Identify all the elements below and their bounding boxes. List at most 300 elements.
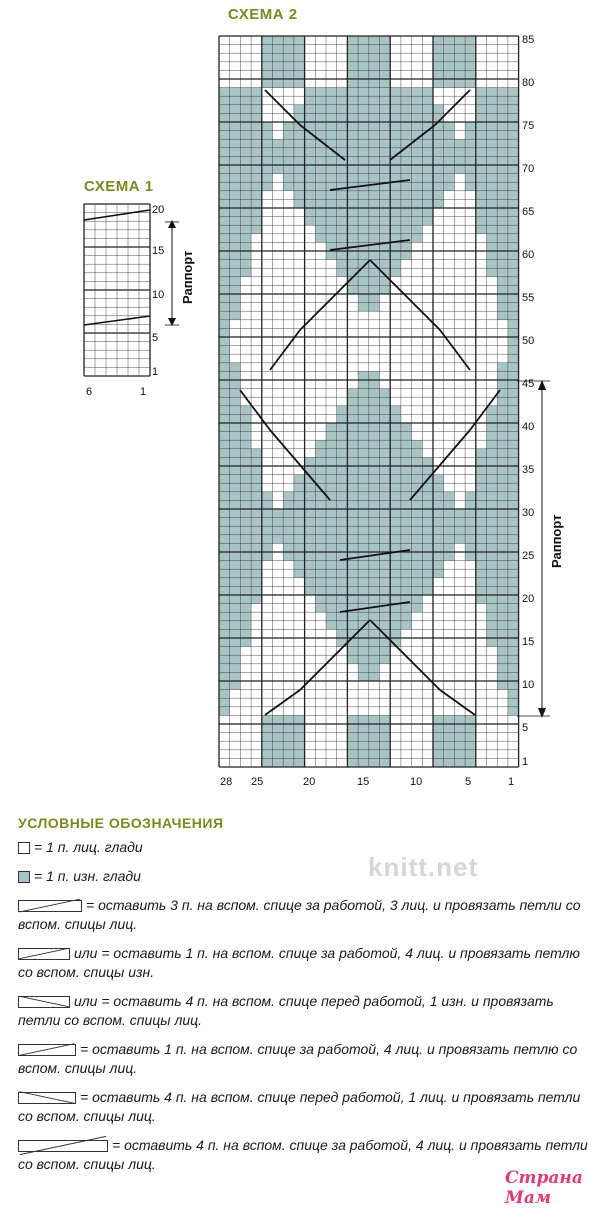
purl-cell	[369, 664, 380, 673]
purl-cell	[369, 414, 380, 423]
purl-cell	[230, 174, 241, 183]
purl-cell	[326, 535, 337, 544]
purl-cell	[283, 148, 294, 157]
purl-cell	[380, 165, 391, 174]
purl-cell	[508, 234, 519, 243]
purl-cell	[380, 225, 391, 234]
purl-cell	[347, 741, 358, 750]
purl-cell	[422, 526, 433, 535]
schema2-row-label: 65	[522, 206, 535, 218]
purl-cell	[380, 724, 391, 733]
purl-cell	[337, 165, 348, 174]
purl-cell	[369, 457, 380, 466]
purl-cell	[390, 242, 401, 251]
purl-cell	[487, 509, 498, 518]
purl-cell	[390, 586, 401, 595]
purl-cell	[358, 303, 369, 312]
purl-cell	[358, 750, 369, 759]
purl-cell	[369, 36, 380, 45]
purl-cell	[422, 535, 433, 544]
purl-cell	[380, 647, 391, 656]
purl-cell	[347, 612, 358, 621]
cable-1x4-knit-symbol-icon	[18, 1044, 76, 1056]
purl-cell	[444, 70, 455, 79]
purl-cell	[294, 139, 305, 148]
purl-cell	[401, 182, 412, 191]
purl-cell	[369, 612, 380, 621]
purl-cell	[230, 217, 241, 226]
purl-cell	[380, 251, 391, 260]
purl-cell	[497, 492, 508, 501]
purl-cell	[433, 535, 444, 544]
purl-cell	[240, 242, 251, 251]
purl-cell	[294, 741, 305, 750]
purl-cell	[369, 509, 380, 518]
purl-cell	[444, 174, 455, 183]
purl-cell	[422, 113, 433, 122]
schema2-row-label: 70	[522, 163, 535, 175]
purl-cell	[497, 457, 508, 466]
purl-cell	[326, 440, 337, 449]
purl-cell	[230, 182, 241, 191]
purl-cell	[508, 354, 519, 363]
purl-cell	[380, 88, 391, 97]
purl-cell	[369, 733, 380, 742]
purl-cell	[380, 561, 391, 570]
purl-cell	[422, 199, 433, 208]
purl-cell	[444, 750, 455, 759]
purl-cell	[508, 647, 519, 656]
purl-cell	[358, 131, 369, 140]
purl-cell	[326, 466, 337, 475]
purl-cell	[465, 131, 476, 140]
purl-cell	[390, 414, 401, 423]
purl-cell	[219, 690, 230, 699]
purl-cell	[230, 88, 241, 97]
purl-cell	[219, 647, 230, 656]
purl-cell	[347, 518, 358, 527]
purl-cell	[465, 156, 476, 165]
purl-cell	[380, 733, 391, 742]
purl-cell	[412, 191, 423, 200]
purl-cell	[294, 45, 305, 54]
schema2-row-label: 60	[522, 249, 535, 261]
purl-cell	[294, 131, 305, 140]
purl-cell	[230, 122, 241, 131]
purl-cell	[315, 500, 326, 509]
purl-cell	[497, 518, 508, 527]
purl-cell	[315, 440, 326, 449]
purl-cell	[487, 225, 498, 234]
purl-cell	[240, 526, 251, 535]
purl-cell	[283, 492, 294, 501]
purl-cell	[262, 758, 273, 767]
purl-cell	[508, 311, 519, 320]
purl-cell	[487, 148, 498, 157]
legend-item-purl: = 1 п. изн. глади	[18, 867, 598, 886]
purl-cell	[315, 457, 326, 466]
purl-cell	[487, 88, 498, 97]
purl-cell	[465, 509, 476, 518]
purl-cell	[497, 285, 508, 294]
purl-cell	[219, 423, 230, 432]
purl-cell	[240, 113, 251, 122]
purl-cell	[380, 715, 391, 724]
purl-cell	[262, 122, 273, 131]
purl-cell	[369, 449, 380, 458]
purl-cell	[240, 208, 251, 217]
purl-cell	[240, 604, 251, 613]
purl-cell	[390, 569, 401, 578]
purl-cell	[487, 604, 498, 613]
purl-cell	[347, 475, 358, 484]
purl-cell	[347, 79, 358, 88]
schema1-row-1: 1	[152, 366, 159, 378]
purl-cell	[508, 337, 519, 346]
purl-cell	[283, 70, 294, 79]
purl-cell	[337, 423, 348, 432]
purl-cell	[476, 449, 487, 458]
purl-cell	[380, 156, 391, 165]
purl-cell	[240, 268, 251, 277]
purl-cell	[219, 294, 230, 303]
purl-cell	[497, 191, 508, 200]
purl-cell	[390, 122, 401, 131]
purl-cell	[315, 217, 326, 226]
purl-cell	[273, 36, 284, 45]
purl-cell	[305, 526, 316, 535]
purl-cell	[337, 105, 348, 114]
purl-cell	[251, 475, 262, 484]
purl-cell	[497, 664, 508, 673]
purl-cell	[412, 208, 423, 217]
purl-cell	[230, 311, 241, 320]
purl-cell	[422, 156, 433, 165]
purl-cell	[358, 449, 369, 458]
purl-cell	[476, 466, 487, 475]
purl-cell	[337, 466, 348, 475]
purl-cell	[305, 561, 316, 570]
purl-cell	[412, 148, 423, 157]
purl-cell	[508, 277, 519, 286]
purl-cell	[508, 363, 519, 372]
schema2-row-label: 45	[522, 378, 535, 390]
purl-cell	[487, 165, 498, 174]
purl-cell	[230, 380, 241, 389]
purl-cell	[347, 414, 358, 423]
purl-cell	[508, 380, 519, 389]
purl-cell	[337, 595, 348, 604]
purl-cell	[497, 543, 508, 552]
purl-cell	[230, 414, 241, 423]
purl-cell	[294, 70, 305, 79]
purl-cell	[465, 526, 476, 535]
purl-cell	[369, 79, 380, 88]
schema2-col-1: 1	[508, 776, 515, 788]
purl-cell	[230, 156, 241, 165]
purl-cell	[219, 535, 230, 544]
purl-cell	[433, 36, 444, 45]
purl-cell	[347, 156, 358, 165]
purl-cell	[380, 122, 391, 131]
purl-cell	[326, 612, 337, 621]
purl-cell	[422, 88, 433, 97]
purl-cell	[358, 139, 369, 148]
purl-cell	[369, 483, 380, 492]
schema2-col-25: 25	[251, 776, 264, 788]
purl-cell	[251, 518, 262, 527]
purl-cell	[305, 500, 316, 509]
purl-cell	[487, 586, 498, 595]
purl-cell	[433, 105, 444, 114]
purl-cell	[444, 131, 455, 140]
purl-cell	[230, 165, 241, 174]
cable-1x4-purl-symbol-icon	[18, 948, 70, 960]
purl-cell	[422, 509, 433, 518]
purl-cell	[369, 156, 380, 165]
purl-cell	[219, 320, 230, 329]
purl-cell	[294, 165, 305, 174]
purl-cell	[412, 234, 423, 243]
purl-cell	[390, 466, 401, 475]
purl-cell	[283, 543, 294, 552]
purl-cell	[219, 389, 230, 398]
purl-cell	[369, 432, 380, 441]
purl-cell	[347, 715, 358, 724]
purl-cell	[358, 36, 369, 45]
purl-cell	[326, 569, 337, 578]
purl-cell	[337, 526, 348, 535]
purl-cell	[401, 526, 412, 535]
purl-cell	[454, 758, 465, 767]
purl-cell	[476, 113, 487, 122]
purl-cell	[315, 165, 326, 174]
purl-cell	[251, 113, 262, 122]
purl-cell	[294, 475, 305, 484]
purl-cell	[358, 380, 369, 389]
purl-cell	[433, 741, 444, 750]
purl-cell	[326, 113, 337, 122]
purl-cell	[380, 432, 391, 441]
schema2-row-label: 40	[522, 421, 535, 433]
purl-cell	[358, 733, 369, 742]
purl-cell	[358, 724, 369, 733]
purl-cell	[401, 569, 412, 578]
purl-cell	[251, 174, 262, 183]
purl-cell	[315, 88, 326, 97]
purl-cell	[465, 139, 476, 148]
purl-cell	[219, 260, 230, 269]
purl-cell	[251, 543, 262, 552]
purl-cell	[508, 191, 519, 200]
purl-cell	[487, 105, 498, 114]
purl-cell	[497, 569, 508, 578]
purl-cell	[219, 578, 230, 587]
purl-cell	[487, 199, 498, 208]
purl-cell	[219, 526, 230, 535]
purl-cell	[358, 113, 369, 122]
purl-cell	[422, 174, 433, 183]
purl-cell	[390, 457, 401, 466]
purl-cell	[240, 457, 251, 466]
purl-cell	[497, 638, 508, 647]
purl-cell	[358, 96, 369, 105]
purl-cell	[476, 475, 487, 484]
purl-cell	[401, 586, 412, 595]
purl-cell	[476, 139, 487, 148]
purl-cell	[369, 466, 380, 475]
purl-cell	[401, 156, 412, 165]
purl-cell	[283, 518, 294, 527]
purl-cell	[230, 449, 241, 458]
schema2-col-5: 5	[465, 776, 472, 788]
purl-cell	[390, 199, 401, 208]
purl-cell	[240, 509, 251, 518]
purl-cell	[262, 535, 273, 544]
purl-cell	[380, 440, 391, 449]
purl-cell	[230, 432, 241, 441]
purl-cell	[380, 45, 391, 54]
purl-cell	[326, 475, 337, 484]
purl-cell	[487, 612, 498, 621]
purl-cell	[508, 492, 519, 501]
purl-cell	[465, 70, 476, 79]
purl-cell	[219, 604, 230, 613]
purl-cell	[487, 492, 498, 501]
purl-cell	[369, 251, 380, 260]
purl-cell	[219, 397, 230, 406]
schema2-row-label: 5	[522, 722, 529, 734]
purl-cell	[347, 526, 358, 535]
purl-cell	[358, 88, 369, 97]
purl-cell	[465, 122, 476, 131]
purl-cell	[305, 139, 316, 148]
purl-cell	[401, 509, 412, 518]
purl-cell	[273, 139, 284, 148]
purl-cell	[422, 191, 433, 200]
purl-cell	[380, 113, 391, 122]
purl-cell	[337, 483, 348, 492]
purl-cell	[497, 380, 508, 389]
purl-cell	[294, 191, 305, 200]
purl-cell	[422, 500, 433, 509]
purl-cell	[476, 199, 487, 208]
purl-cell	[262, 45, 273, 54]
purl-cell	[219, 165, 230, 174]
purl-cell	[326, 156, 337, 165]
purl-cell	[305, 483, 316, 492]
purl-cell	[262, 165, 273, 174]
purl-cell	[230, 647, 241, 656]
purl-cell	[358, 612, 369, 621]
purl-cell	[273, 535, 284, 544]
purl-cell	[230, 389, 241, 398]
purl-cell	[251, 88, 262, 97]
purl-cell	[412, 217, 423, 226]
purl-cell	[369, 303, 380, 312]
purl-cell	[230, 595, 241, 604]
purl-cell	[476, 457, 487, 466]
purl-cell	[390, 139, 401, 148]
purl-cell	[262, 509, 273, 518]
purl-cell	[219, 500, 230, 509]
purl-cell	[219, 199, 230, 208]
purl-cell	[283, 182, 294, 191]
purl-cell	[347, 251, 358, 260]
purl-cell	[358, 440, 369, 449]
purl-cell	[422, 492, 433, 501]
purl-cell	[380, 750, 391, 759]
purl-cell	[454, 509, 465, 518]
purl-cell	[219, 561, 230, 570]
purl-cell	[508, 294, 519, 303]
purl-cell	[433, 509, 444, 518]
schema2-row-label: 55	[522, 292, 535, 304]
purl-cell	[358, 475, 369, 484]
purl-cell	[508, 328, 519, 337]
schema2-row-label: 30	[522, 507, 535, 519]
schema1-title: СХЕМА 1	[84, 178, 154, 195]
purl-cell	[369, 397, 380, 406]
purl-cell	[433, 526, 444, 535]
legend-title: УСЛОВНЫЕ ОБОЗНАЧЕНИЯ	[18, 815, 224, 831]
purl-cell	[251, 552, 262, 561]
purl-cell	[337, 578, 348, 587]
purl-cell	[508, 500, 519, 509]
purl-cell	[497, 561, 508, 570]
purl-cell	[230, 406, 241, 415]
purl-cell	[508, 371, 519, 380]
purl-cell	[251, 105, 262, 114]
purl-cell	[497, 182, 508, 191]
purl-cell	[401, 621, 412, 630]
purl-cell	[337, 191, 348, 200]
purl-cell	[369, 174, 380, 183]
purl-cell	[454, 156, 465, 165]
purl-cell	[487, 543, 498, 552]
purl-cell	[251, 131, 262, 140]
purl-cell	[294, 199, 305, 208]
purl-cell	[487, 466, 498, 475]
purl-cell	[251, 561, 262, 570]
purl-cell	[412, 457, 423, 466]
purl-cell	[380, 191, 391, 200]
purl-cell	[283, 500, 294, 509]
purl-cell	[497, 535, 508, 544]
purl-cell	[219, 337, 230, 346]
purl-cell	[305, 509, 316, 518]
purl-cell	[219, 569, 230, 578]
purl-cell	[326, 526, 337, 535]
purl-cell	[433, 156, 444, 165]
purl-cell	[230, 113, 241, 122]
purl-cell	[230, 638, 241, 647]
purl-cell	[444, 122, 455, 131]
purl-cell	[444, 741, 455, 750]
purl-cell	[347, 647, 358, 656]
purl-cell	[305, 578, 316, 587]
purl-cell	[262, 750, 273, 759]
purl-cell	[476, 543, 487, 552]
purl-cell	[358, 715, 369, 724]
purl-cell	[251, 509, 262, 518]
purl-cell	[358, 148, 369, 157]
purl-cell	[219, 217, 230, 226]
purl-cell	[358, 208, 369, 217]
purl-cell	[369, 569, 380, 578]
purl-cell	[465, 62, 476, 71]
purl-cell	[219, 88, 230, 97]
